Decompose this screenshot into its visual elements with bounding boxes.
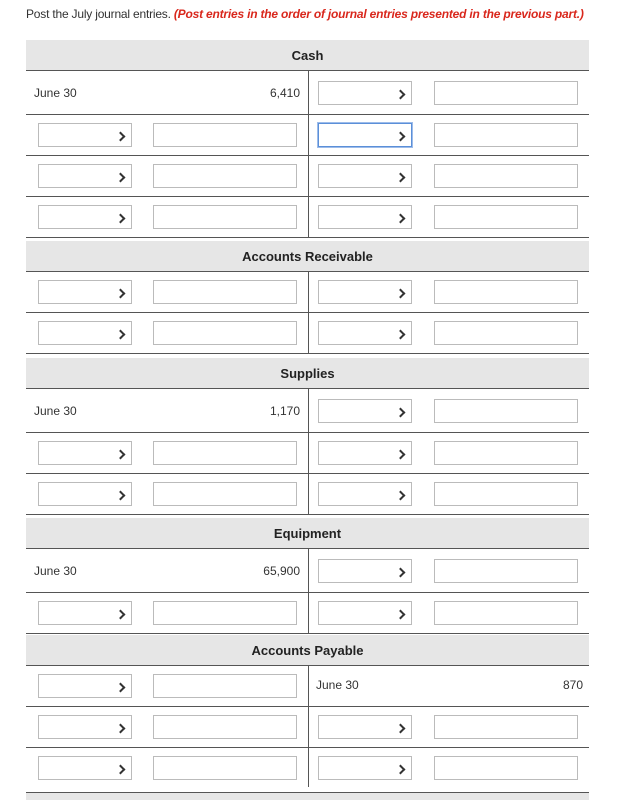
debit-amount-input[interactable]: [153, 280, 297, 304]
chevron-down-icon: [116, 610, 126, 620]
credit-account-select[interactable]: [318, 399, 412, 423]
chevron-down-icon: [396, 408, 406, 418]
account-title: Accounts Receivable: [26, 241, 589, 272]
ledger-row: [26, 433, 589, 474]
ledger-row: [26, 197, 589, 237]
credit-amount-input[interactable]: [434, 123, 578, 147]
credit-amount-input[interactable]: [434, 164, 578, 188]
chevron-down-icon: [396, 568, 406, 578]
credit-account-select[interactable]: [318, 321, 412, 345]
credit-account-select[interactable]: [318, 164, 412, 188]
debit-amount-input[interactable]: [153, 756, 297, 780]
debit-amount-input[interactable]: [153, 321, 297, 345]
debit-account-select[interactable]: [38, 164, 132, 188]
debit-amount: 65,900: [263, 564, 300, 578]
ledger-row: [26, 156, 589, 197]
t-divider: [308, 707, 309, 747]
debit-account-select[interactable]: [38, 280, 132, 304]
credit-amount-input[interactable]: [434, 715, 578, 739]
credit-amount-input[interactable]: [434, 441, 578, 465]
chevron-down-icon: [116, 330, 126, 340]
debit-account-select[interactable]: [38, 601, 132, 625]
credit-amount-input[interactable]: [434, 280, 578, 304]
debit-amount-input[interactable]: [153, 441, 297, 465]
ledger-row: [26, 707, 589, 748]
chevron-down-icon: [396, 214, 406, 224]
ledger-row: [26, 115, 589, 156]
ledger-row: [26, 272, 589, 313]
chevron-down-icon: [396, 90, 406, 100]
t-divider: [308, 313, 309, 353]
ledger-row: [26, 474, 589, 514]
chevron-down-icon: [396, 132, 406, 142]
account-title: Accounts Payable: [26, 635, 589, 666]
debit-amount-input[interactable]: [153, 601, 297, 625]
t-account-cash: [26, 40, 589, 238]
credit-amount-input[interactable]: [434, 601, 578, 625]
credit-amount-input[interactable]: [434, 321, 578, 345]
chevron-down-icon: [396, 173, 406, 183]
credit-account-select[interactable]: [318, 601, 412, 625]
debit-amount-input[interactable]: [153, 715, 297, 739]
chevron-down-icon: [116, 214, 126, 224]
debit-amount-input[interactable]: [153, 123, 297, 147]
credit-amount-input[interactable]: [434, 482, 578, 506]
credit-amount-input[interactable]: [434, 399, 578, 423]
t-account-equipment: [26, 518, 589, 634]
t-divider: [308, 156, 309, 196]
account-title: Supplies: [26, 358, 589, 389]
chevron-down-icon: [396, 491, 406, 501]
t-divider: [308, 549, 309, 592]
debit-account-select[interactable]: [38, 123, 132, 147]
debit-account-select[interactable]: [38, 482, 132, 506]
credit-amount: 870: [562, 678, 583, 692]
instruction-text: Post the July journal entries.: [26, 7, 171, 21]
credit-account-select[interactable]: [318, 715, 412, 739]
chevron-down-icon: [116, 132, 126, 142]
t-divider: [308, 666, 309, 706]
credit-account-select[interactable]: [318, 205, 412, 229]
chevron-down-icon: [116, 491, 126, 501]
credit-amount-input[interactable]: [434, 756, 578, 780]
credit-amount-input[interactable]: [434, 81, 578, 105]
t-account-accounts-payable: [26, 635, 589, 787]
chevron-down-icon: [116, 450, 126, 460]
debit-account-select[interactable]: [38, 674, 132, 698]
ledger-row: [26, 593, 589, 633]
account-title: Cash: [26, 40, 589, 71]
t-account-accounts-receivable: [26, 241, 589, 354]
debit-amount-input[interactable]: [153, 205, 297, 229]
t-divider: [308, 474, 309, 514]
t-account-supplies: [26, 358, 589, 515]
debit-account-select[interactable]: [38, 441, 132, 465]
chevron-down-icon: [396, 765, 406, 775]
chevron-down-icon: [396, 450, 406, 460]
t-divider: [308, 115, 309, 155]
ledger-row: [26, 748, 589, 787]
t-divider: [308, 71, 309, 114]
chevron-down-icon: [396, 724, 406, 734]
credit-amount-input[interactable]: [434, 205, 578, 229]
chevron-down-icon: [116, 289, 126, 299]
chevron-down-icon: [396, 610, 406, 620]
t-divider: [308, 197, 309, 237]
credit-account-select[interactable]: [318, 441, 412, 465]
ledger-row: [26, 389, 589, 433]
chevron-down-icon: [396, 330, 406, 340]
debit-account-select[interactable]: [38, 205, 132, 229]
account-title: Equipment: [26, 518, 589, 549]
credit-account-select[interactable]: [318, 482, 412, 506]
credit-account-select[interactable]: [318, 756, 412, 780]
chevron-down-icon: [116, 765, 126, 775]
ledger-row: [26, 71, 589, 115]
debit-amount: 6,410: [269, 86, 300, 100]
debit-date-label: June 30: [34, 404, 77, 418]
chevron-down-icon: [116, 173, 126, 183]
chevron-down-icon: [116, 724, 126, 734]
instruction-note: (Post entries in the order of journal entries presented in the previous part.): [173, 7, 584, 21]
debit-date-label: June 30: [34, 564, 77, 578]
t-divider: [308, 748, 309, 787]
t-divider: [308, 389, 309, 432]
ledger-row: [26, 549, 589, 593]
debit-account-select[interactable]: [38, 321, 132, 345]
debit-amount: 1,170: [269, 404, 300, 418]
credit-account-select[interactable]: [318, 123, 412, 147]
debit-amount-input[interactable]: [153, 164, 297, 188]
debit-account-select[interactable]: [38, 756, 132, 780]
chevron-down-icon: [116, 683, 126, 693]
credit-account-select[interactable]: [318, 81, 412, 105]
credit-amount-input[interactable]: [434, 559, 578, 583]
chevron-down-icon: [396, 289, 406, 299]
t-divider: [308, 593, 309, 633]
ledger-row: [26, 666, 589, 707]
debit-account-select[interactable]: [38, 715, 132, 739]
credit-date-label: June 30: [316, 678, 359, 692]
debit-amount-input[interactable]: [153, 482, 297, 506]
credit-account-select[interactable]: [318, 280, 412, 304]
credit-account-select[interactable]: [318, 559, 412, 583]
t-divider: [308, 433, 309, 473]
t-divider: [308, 272, 309, 312]
debit-amount-input[interactable]: [153, 674, 297, 698]
instructions: [26, 7, 584, 21]
ledger-row: [26, 313, 589, 353]
debit-date-label: June 30: [34, 86, 77, 100]
